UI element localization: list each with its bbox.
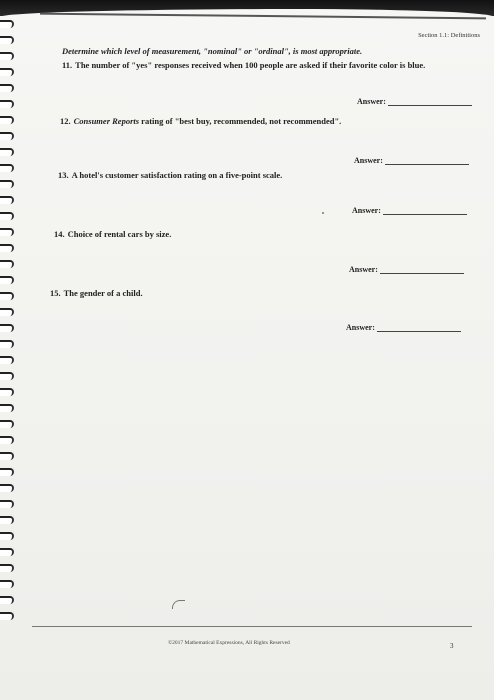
answer-field-12[interactable] [354, 156, 469, 165]
binding-ring [0, 244, 14, 252]
binding-ring [0, 324, 14, 332]
answer-line[interactable] [385, 157, 469, 165]
question-12 [60, 116, 480, 126]
question-number: 12. [60, 116, 71, 126]
answer-label: Answer: [346, 323, 375, 332]
footer-rule [32, 626, 472, 627]
question-number: 13. [58, 170, 69, 180]
answer-label: Answer: [352, 206, 381, 215]
question-11 [62, 60, 482, 70]
binding-ring [0, 548, 14, 556]
question-number: 14. [54, 229, 65, 239]
answer-line[interactable] [377, 324, 461, 332]
binding-ring [0, 580, 14, 588]
answer-line[interactable] [380, 266, 464, 274]
binding-ring [0, 260, 14, 268]
question-13 [58, 170, 478, 180]
answer-field-11[interactable] [357, 97, 472, 106]
section-header: Section 1.1: Definitions [418, 32, 480, 39]
binding-ring [0, 612, 14, 620]
binding-ring [0, 228, 14, 236]
spiral-binding [0, 20, 14, 620]
answer-field-14[interactable] [349, 265, 464, 274]
question-15 [50, 288, 470, 298]
binding-ring [0, 596, 14, 604]
binding-ring [0, 468, 14, 476]
binding-ring [0, 500, 14, 508]
binding-ring [0, 340, 14, 348]
binding-ring [0, 148, 14, 156]
question-text: Choice of rental cars by size. [67, 229, 172, 239]
instructions: Determine which level of measurement, "nominal" or "ordinal", is most appropriate. [62, 46, 363, 56]
binding-ring [0, 36, 14, 44]
binding-ring [0, 356, 14, 364]
binding-ring [0, 180, 14, 188]
question-text-italic: Consumer Reports [73, 116, 140, 126]
smudge-dot [322, 212, 324, 214]
binding-ring [0, 84, 14, 92]
binding-ring [0, 276, 14, 284]
question-14 [54, 229, 474, 239]
binding-ring [0, 68, 14, 76]
question-number: 11. [62, 60, 73, 70]
answer-label: Answer: [349, 265, 378, 274]
binding-ring [0, 564, 14, 572]
answer-field-15[interactable] [346, 323, 461, 332]
answer-label: Answer: [354, 156, 383, 165]
binding-ring [0, 20, 14, 28]
question-number: 15. [50, 288, 61, 298]
binding-ring [0, 452, 14, 460]
question-text: A hotel's customer satisfaction rating on a five-point scale. [71, 170, 283, 180]
answer-line[interactable] [383, 207, 467, 215]
copyright-footer: ©2017 Mathematical Expressions, All Rights Reserved [168, 640, 290, 646]
binding-ring [0, 100, 14, 108]
binding-ring [0, 372, 14, 380]
binding-ring [0, 308, 14, 316]
binding-ring [0, 532, 14, 540]
question-text: rating of "best buy, recommended, not recommended". [139, 116, 342, 126]
binding-ring [0, 484, 14, 492]
binding-ring [0, 132, 14, 140]
binding-ring [0, 212, 14, 220]
answer-line[interactable] [388, 98, 472, 106]
binding-ring [0, 292, 14, 300]
binding-ring [0, 196, 14, 204]
question-text: The gender of a child. [63, 288, 143, 298]
binding-ring [0, 388, 14, 396]
pencil-mark [172, 600, 185, 609]
binding-ring [0, 116, 14, 124]
question-text: The number of "yes" responses received when 100 people are asked if their favorite color is blue. [75, 60, 426, 70]
binding-ring [0, 516, 14, 524]
answer-label: Answer: [357, 97, 386, 106]
binding-ring [0, 52, 14, 60]
page-number: 3 [450, 642, 454, 650]
answer-field-13[interactable] [352, 206, 467, 215]
binding-ring [0, 420, 14, 428]
binding-ring [0, 404, 14, 412]
binding-ring [0, 164, 14, 172]
binding-ring [0, 436, 14, 444]
